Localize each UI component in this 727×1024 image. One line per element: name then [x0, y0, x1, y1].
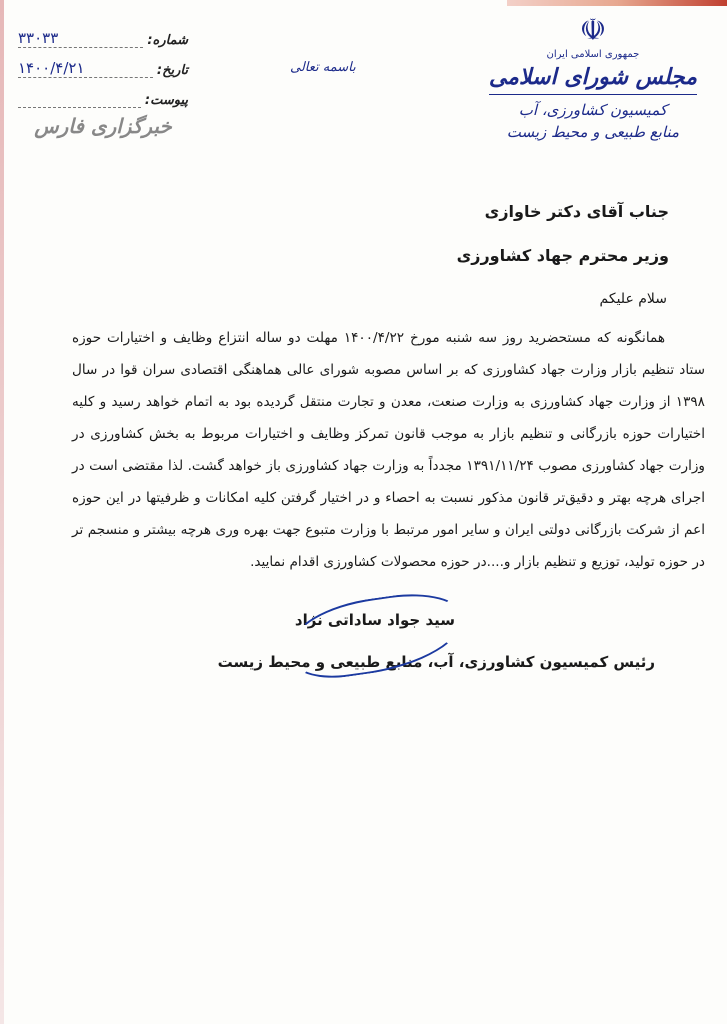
letter-main: [60, 200, 705, 674]
letterhead-logo: [489, 14, 697, 143]
page-edge: [0, 0, 4, 1024]
iran-emblem-icon: ☫: [579, 13, 607, 48]
number-row: [18, 18, 188, 48]
committee-line-1: کمیسیون کشاورزی، آب: [518, 101, 668, 119]
letter-body: همانگونه که مستحضرید روز سه شنبه مورخ ۱۴۰۰/۴/۲۲ مهلت دو ساله انتزاع وظایف و اختیارات حوزه ستاد تنظیم بازار وزارت جهاد کشاورزی که بر اساس مصوبه شورای عالی هماهنگی اقتصادی سران قوا در سال ۱۳۹۸ از وزارت جهاد کشاورزی به وزارت صنعت، معدن و تجارت منتقل گردیده بود به اتمام خواهد رسید و کلیه اختیارات حوزه بازرگانی و تنظیم بازار به موجب قانون تمرکز وظایف و اختیارات مربوط به بخش کشاورزی در وزارت جهاد کشاورزی مصوب ۱۳۹۱/۱۱/۲۴ مجدداً به وزارت جهاد کشاورزی باز خواهد گشت. لذا مقتضی است در اجرای هرچه بهتر و دقیق‌تر قانون مذکور نسبت به احصاء و در اختیار گرفتن کلیه امکانات و ظرفیتها در این حوزه اعم از شرکت بازرگانی دولتی ایران و سایر امور مرتبط با وزارت متبوع جهت بهره وری هرچه بیشتر و منسجم تر در حوزه تولید، توزیع و تنظیم بازار و....در حوزه محصولات کشاورزی اقدام نمایید.: [72, 330, 706, 570]
signer-name: سید جواد ساداتی نژاد: [294, 611, 455, 629]
signer-position: رئیس کمیسیون کشاورزی، آب، منابع طبیعی و محیط زیست: [217, 653, 655, 671]
country-name: جمهوری اسلامی ایران: [546, 49, 640, 60]
addressee-title: وزیر محترم جهاد کشاورزی: [456, 246, 669, 265]
date-row: [18, 48, 188, 78]
number-label: شماره:: [147, 33, 188, 48]
photo-edge-strip: [507, 0, 727, 6]
addressee-name: جناب آقای دکتر خاوازی: [484, 202, 669, 221]
date-label: تاریخ:: [156, 63, 188, 78]
attachment-value: [18, 107, 141, 108]
parliament-name: مجلس شورای اسلامی: [489, 62, 697, 95]
letter-meta: [18, 18, 188, 138]
greeting: سلام علیکم: [599, 291, 667, 307]
date-value: ۱۴۰۰/۴/۲۱: [18, 59, 153, 78]
signature-block: [60, 608, 705, 674]
attachment-row: [18, 78, 188, 108]
committee-line-2: منابع طبیعی و محیط زیست: [506, 123, 680, 141]
attachment-label: پیوست:: [144, 93, 188, 108]
invocation: باسمه تعالی: [290, 60, 356, 75]
number-value: ۳۳۰۳۳: [18, 29, 143, 48]
watermark: خبرگزاری فارس: [34, 114, 172, 138]
